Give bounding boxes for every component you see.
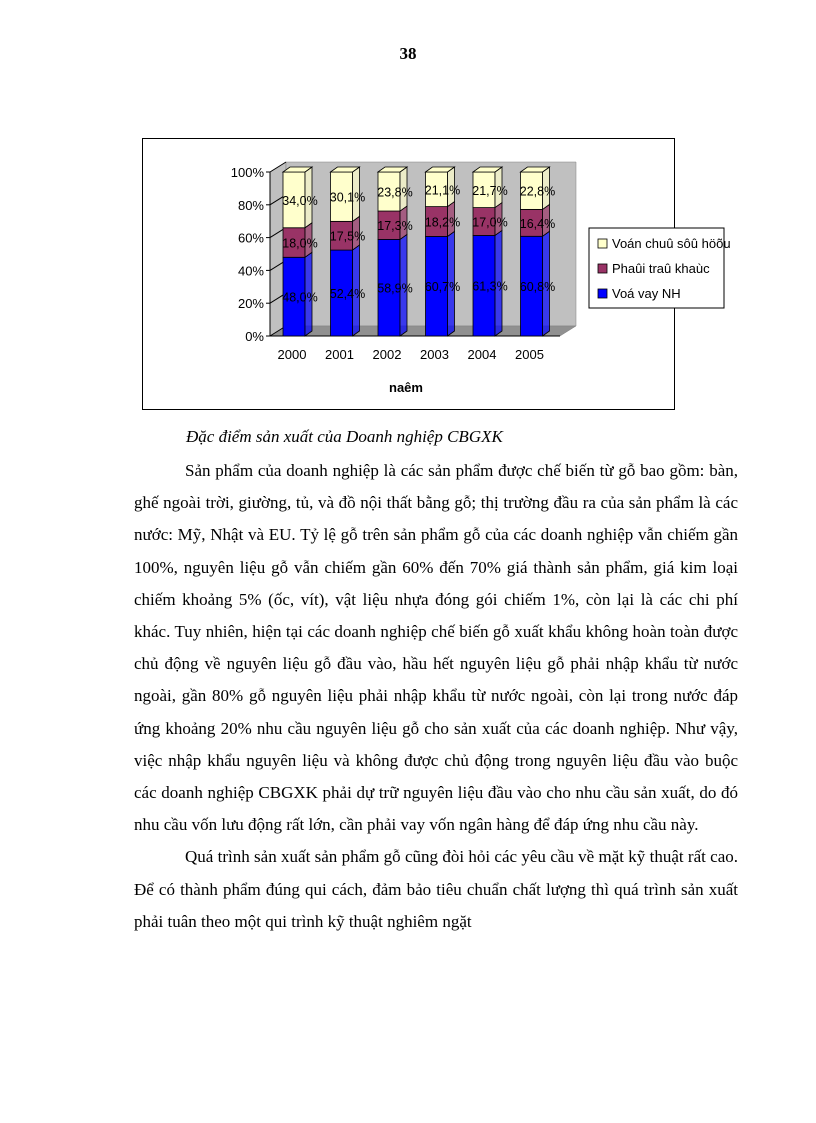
data-label: 23,8% <box>377 185 413 200</box>
data-label: 60,7% <box>424 280 461 295</box>
data-label: 18,0% <box>282 236 318 251</box>
legend-swatch <box>598 264 607 273</box>
y-tick-label: 60% <box>237 230 264 246</box>
data-label: 48,0% <box>282 290 318 305</box>
chart-caption: Đặc điểm sản xuất của Doanh nghiệp CBGXK <box>186 427 503 446</box>
x-tick-label: 2001 <box>325 347 354 362</box>
legend-swatch <box>598 239 607 248</box>
legend-label: Phaûi traû khaùc <box>612 261 710 276</box>
x-tick-label: 2003 <box>420 347 449 362</box>
data-label: 61,3% <box>472 279 508 294</box>
data-label: 30,1% <box>329 190 366 205</box>
y-tick-label: 40% <box>237 263 264 279</box>
page-number: 38 <box>399 44 417 63</box>
data-label: 21,7% <box>472 183 508 198</box>
data-label: 17,3% <box>377 219 413 234</box>
data-label: 17,0% <box>472 215 508 230</box>
data-label: 60,8% <box>519 280 556 295</box>
data-label: 17,5% <box>329 229 366 244</box>
legend-swatch <box>598 289 607 298</box>
x-tick-label: 2002 <box>372 347 402 362</box>
body-text <box>134 455 738 938</box>
legend-label: Voá vay NH <box>612 286 681 301</box>
data-label: 52,4% <box>329 287 366 302</box>
legend-label: Voán chuû sôû höõu <box>612 236 731 251</box>
y-tick-label: 100% <box>230 165 264 180</box>
chart-frame <box>142 138 731 410</box>
data-label: 21,1% <box>424 183 461 198</box>
data-label: 58,9% <box>377 281 413 296</box>
paragraph-1: Sản phẩm của doanh nghiệp là các sản phẩm được chế biến từ gỗ bao gồm: bàn, ghế ngoài trời, giường, tủ, và đồ nội thất bằng gỗ; thị trường đầu ra của sản phẩm là các nước: Mỹ, Nhật và EU. Tỷ lệ gỗ trên sản phẩm gỗ của các doanh nghiệp vẫn chiếm gần 100%, nguyên liệu gỗ vẫn chiếm gần 60% đến 70% giá thành sản phẩm, giá kim loại chiếm khoảng 5% (ốc, vít), vật liệu nhựa đóng gói chiếm 1%, còn lại là các chi phí khác. Tuy nhiên, hiện tại các doanh nghiệp chế biến gỗ xuất khẩu không hoàn toàn được chủ động về nguyên liệu gỗ đầu vào, hầu hết nguyên liệu gỗ phải nhập khẩu từ nước ngoài, gần 80% gỗ nguyên liệu phải nhập khẩu từ nước ngoài, còn lại trong nước đáp ứng khoảng 20% nhu cầu nguyên liệu gỗ cho sản xuất của các doanh nghiệp. Như vậy, việc nhập khẩu nguyên liệu và không được chủ động trong nguyên liệu đầu vào buộc các doanh nghiệp CBGXK phải dự trữ nguyên liệu đầu vào cho nhu cầu sản xuất, do đó nhu cầu vốn lưu động rất lớn, cần phải vay vốn ngân hàng để đáp ứng nhu cầu này. <box>134 461 738 835</box>
data-label: 22,8% <box>519 184 556 199</box>
x-tick-label: 2005 <box>515 347 544 362</box>
data-label: 34,0% <box>282 193 318 208</box>
stacked-bar-chart <box>143 139 731 411</box>
y-tick-label: 20% <box>237 296 264 312</box>
y-tick-label: 80% <box>237 197 264 213</box>
x-tick-label: 2004 <box>467 347 497 362</box>
x-tick-label: 2000 <box>277 347 307 362</box>
paragraph-2: Quá trình sản xuất sản phẩm gỗ cũng đòi hỏi các yêu cầu về mặt kỹ thuật rất cao. Để có thành phẩm đúng qui cách, đảm bảo tiêu chuẩn chất lượng thì quá trình sản xuất phải tuân theo một qui trình kỹ thuật nghiêm ngặt <box>134 847 738 931</box>
y-tick-label: 0% <box>245 329 264 344</box>
data-label: 16,4% <box>519 216 556 231</box>
data-label: 18,2% <box>424 215 461 230</box>
x-axis-title: naêm <box>389 380 423 395</box>
